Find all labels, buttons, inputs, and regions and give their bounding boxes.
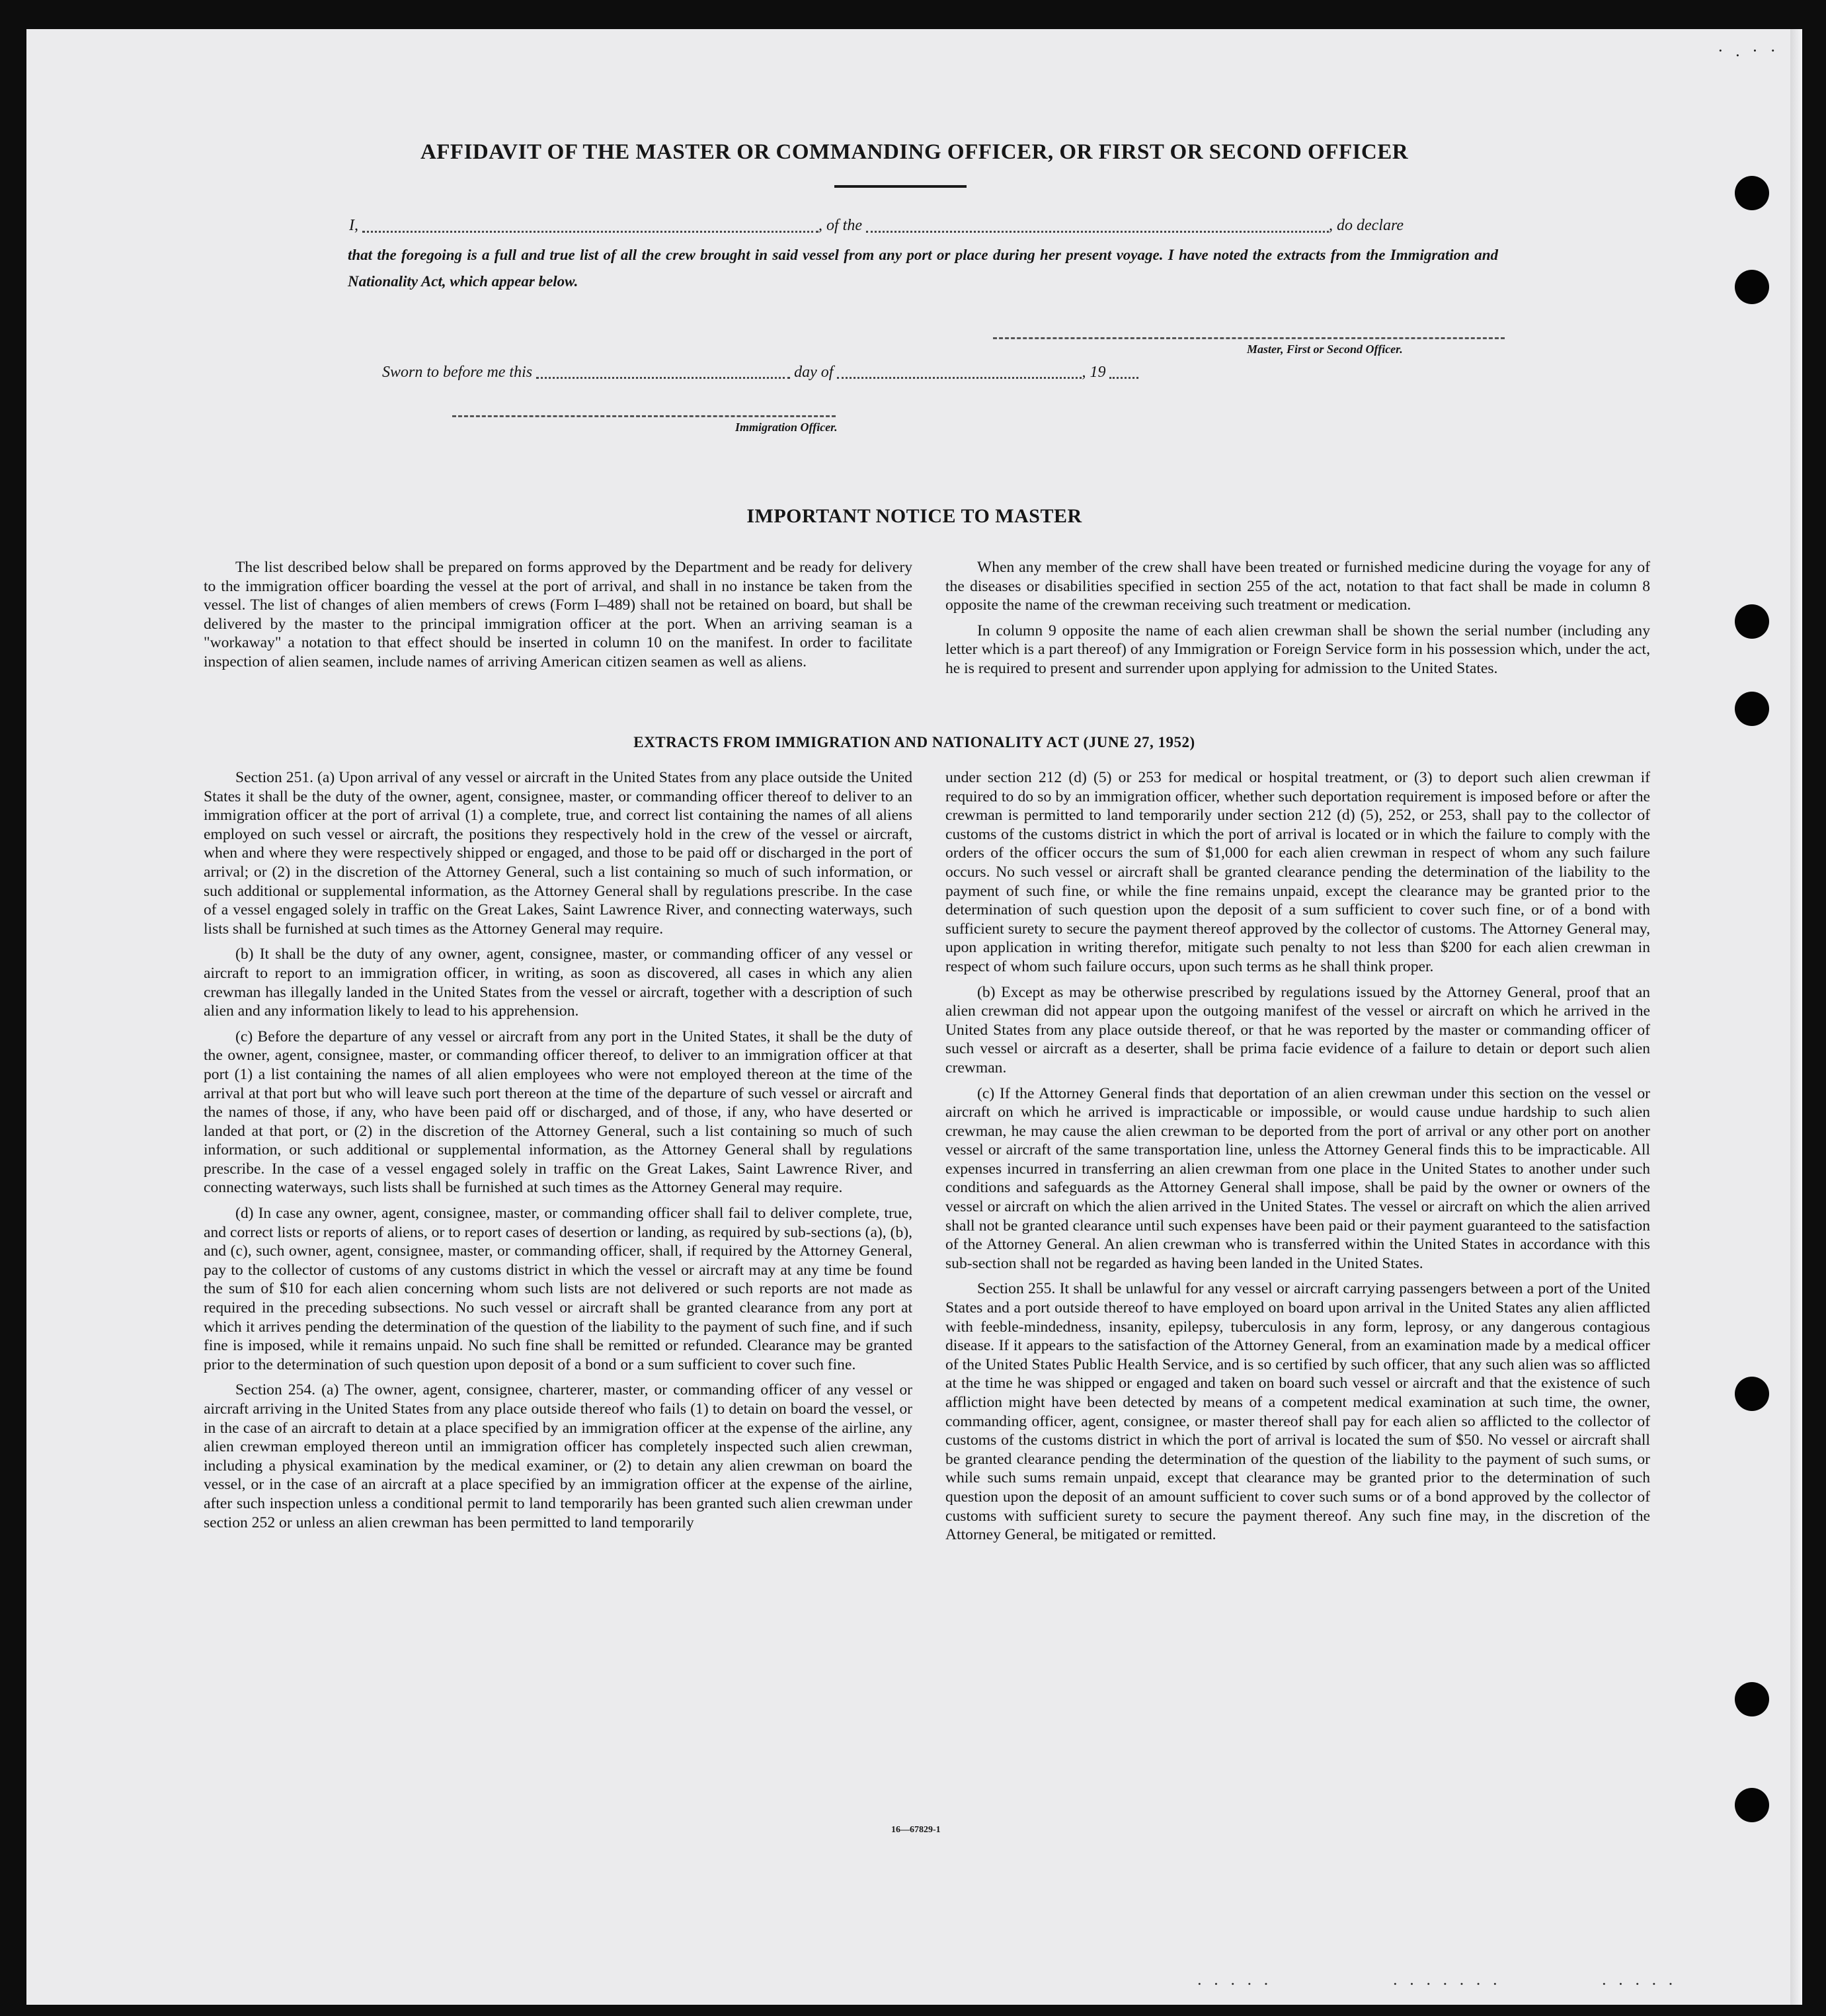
name-field[interactable] (362, 220, 818, 233)
sworn-year-field[interactable] (1109, 368, 1138, 379)
affidavit-title: AFFIDAVIT OF THE MASTER OR COMMANDING OFFICER, OR FIRST OR SECOND OFFICER (420, 140, 1409, 164)
punch-hole (1735, 1682, 1769, 1716)
bottom-marks: · · · · · · · (1392, 1974, 1501, 1994)
sworn-label: Sworn to before me this (382, 364, 533, 381)
officer-caption: Immigration Officer. (735, 421, 838, 434)
vessel-field[interactable] (866, 220, 1329, 233)
declaration-i: I, (349, 217, 358, 234)
title-rule (834, 185, 967, 188)
sworn-line (382, 364, 1308, 382)
section-251c: (c) Before the departure of any vessel or aircraft from any port in the United States, it shall be the duty of the owner, agent, consignee, master, or commanding officer thereof, to deliver to an immigration officer at that port (1) a list containing the names of all alien employees who were not employed thereon at the time of the arrival at that port but who will leave such port thereon at the time of the departure of such vessel or aircraft and the names of those, if any, who have been paid off or discharged, and of those, if any, who have deserted or landed at that port, or (2) in the discretion of the Attorney General, such a list containing so much of such information, or such additional or supplemental information, as the Attorney General shall by regulations prescribe. In the case of a vessel engaged solely in traffic on the Great Lakes, Saint Lawrence River, and connecting waterways, such lists shall be furnished at such times as the Attorney General may require. (204, 1028, 912, 1197)
declaration-do-declare: , do declare (1329, 217, 1404, 234)
section-251d: (d) In case any owner, agent, consignee, master, or commanding officer shall fail to deliver complete, true, and correct lists or reports of aliens, or to report cases of desertion or landing, as required by sub-sections (a), (b), and (c), such owner, agent, consignee, master, or commanding officer, shall, if required by the Attorney General, pay to the collector of customs of any customs district in which the vessel or aircraft may at any time be found the sum of $10 for each alien concerning whom such lists are not delivered or such reports are not made as required in the preceding subsections. No such vessel or aircraft shall be granted clearance from any port at which it arrives pending the determination of the question of the liability to the payment of such fine, and if such fine is imposed, while it remains unpaid. No such fine shall be remitted or refunded. Clearance may be granted prior to the determination of such question upon deposit of a bond or a sum sufficient to cover such fine. (204, 1205, 912, 1373)
punch-hole (1735, 692, 1769, 726)
punch-hole (1735, 604, 1769, 639)
form-number: 16—67829-1 (891, 1825, 941, 1835)
master-caption: Master, First or Second Officer. (1247, 343, 1403, 356)
bottom-marks: · · · · · (1197, 1974, 1273, 1994)
sworn-month-field[interactable] (837, 368, 1082, 379)
notice-paragraph: The list described below shall be prepared on forms approved by the Department and be ready for delivery to the immigration officer boarding the vessel at the port of arrival, and shall in no instance be taken from the vessel. The list of changes of alien members of crews (Form I–489) shall not be retained on board, but shall be delivered by the master to the principal immigration officer at the port. When an arriving seaman is a "workaway" a notation to that effect should be inserted in column 10 on the manifest. In order to facilitate inspection of alien seamen, include names of arriving American citizen seamen as well as aliens. (204, 559, 912, 670)
officer-signature-line[interactable] (452, 415, 836, 417)
notice-right-column (945, 558, 1650, 685)
sworn-day-field[interactable] (536, 368, 790, 379)
notice-paragraph: When any member of the crew shall have been treated or furnished medicine during the voyage for any of the diseases or disabilities specified in section 255 of the act, notation to that fact shall be made in column 8 opposite the name of the crewman receiving such treatment or medication. (945, 559, 1650, 614)
page-edge (1790, 29, 1802, 2005)
bottom-marks: · · · · · (1601, 1974, 1677, 1994)
corner-marks: · . · · (1718, 41, 1780, 60)
notice-paragraph: In column 9 opposite the name of each alien crewman shall be shown the serial number (including any letter which is a part thereof) of any Immigration or Foreign Service form in his possession which, under the act, he is required to present and surrender upon applying for admission to the United States. (945, 622, 1650, 677)
punch-hole (1735, 1788, 1769, 1822)
declaration-statement: that the foregoing is a full and true list of all the crew brought in said vessel from any port or place during her present voyage. I have noted the extracts from the Immigration and Nationality Act, which appear below. (348, 247, 1498, 290)
extracts-right-column (945, 768, 1650, 1551)
document-page (26, 29, 1802, 2005)
extracts-title: EXTRACTS FROM IMMIGRATION AND NATIONALITY ACT (JUNE 27, 1952) (633, 734, 1195, 750)
sworn-day-of: day of (794, 364, 834, 381)
section-254c: (c) If the Attorney General finds that deportation of an alien crewman under this section on the vessel or aircraft on which he arrived is impracticable or impossible, or would cause undue hardship to such alien crewman, he may cause the alien crewman to be deported from the port of arrival or any other port on another vessel or aircraft of the same transportation line, unless the Attorney General finds this to be impracticable. All expenses incurred in transferring an alien crewman from one place in the United States to another under such conditions and safeguards as the Attorney General shall impose, shall be paid by the owner or owners of the vessel or aircraft on which the alien arrived in the United States. The vessel or aircraft on which the alien arrived shall not be granted clearance until such expenses have been paid or their payment guaranteed to the satisfaction of the Attorney General. An alien crewman who is transferred within the United States in accordance with this sub-section shall not be regarded as having been landed in the United States. (945, 1084, 1650, 1272)
sworn-year-label: , 19 (1082, 364, 1106, 381)
notice-title: IMPORTANT NOTICE TO MASTER (746, 505, 1082, 527)
section-254a: Section 254. (a) The owner, agent, consignee, charterer, master, or commanding officer of any vessel or aircraft arriving in the United States from any place outside thereof who fails (1) to detain on board the vessel, or in the case of an aircraft to detain at a place specified by an immigration officer at the expense of the airline, any alien crewman employed thereon until an immigration officer has completely inspected such alien crewman, including a physical examination by the medical examiner, or (2) to detain any alien crewman on board the vessel, or in the case of an aircraft at a place specified by an immigration officer at the expense of the airline, after such inspection unless a conditional permit to land temporarily has been granted such alien crewman under section 252 or unless an alien crewman has been permitted to land temporarily (204, 1381, 912, 1531)
section-251a: Section 251. (a) Upon arrival of any vessel or aircraft in the United States from any place outside the United States it shall be the duty of the owner, agent, consignee, master, or commanding officer thereof to deliver to an immigration officer at the port of arrival (1) a complete, true, and correct list containing the names of all aliens employed on such vessel or aircraft, the positions they respectively hold in the crew of the vessel or aircraft, when and where they were respectively shipped or engaged, and those to be paid off or discharged in the port of arrival; or (2) in the discretion of the Attorney General, such a list containing so much of such information, or such additional or supplemental information, as the Attorney General shall by regulations prescribe. In the case of a vessel engaged solely in traffic on the Great Lakes, Saint Lawrence River, and connecting waterways, such lists shall be furnished at such times as the Attorney General may require. (204, 769, 912, 938)
section-254b: (b) Except as may be otherwise prescribed by regulations issued by the Attorney General, proof that an alien crewman did not appear upon the outgoing manifest of the vessel or aircraft on which he arrived in the United States from any place outside thereof, or that he was reported by the master or commanding officer of such vessel or aircraft as a deserter, shall be prima facie evidence of a failure to detain or deport such alien crewman. (945, 983, 1650, 1076)
extracts-left-column (204, 768, 912, 1539)
notice-left-column (204, 558, 912, 678)
declaration-line (349, 217, 1513, 235)
section-255: Section 255. It shall be unlawful for any vessel or aircraft carrying passengers between a port of the United States and a port outside thereof to have employed on board upon arrival in the United States any alien afflicted with feeble-mindedness, insanity, epilepsy, tuberculosis in any form, leprosy, or any dangerous contagious disease. If it appears to the satisfaction of the Attorney General, from an examination made by a medical officer of the United States Public Health Service, and is so certified by such officer, that any such alien was so afflicted at the time he was shipped or engaged and taken on board such vessel or aircraft and that the existence of such affliction might have been detected by means of a competent medical examination at such time, the owner, commanding officer, agent, consignee, or master thereof shall pay for each alien so afflicted to the collector of customs of the customs district in which the port of arrival is located the sum of $50. No vessel or aircraft shall be granted clearance pending the determination of the question of the liability to the payment of such sums, or while such sums remain unpaid, except that clearance may be granted prior to the determination of such question upon the deposit of an amount sufficient to cover such sums or of a bond approved by the collector of customs with sufficient surety to secure the payment thereof. Any such fine may, in the discretion of the Attorney General, be mitigated or remitted. (945, 1280, 1650, 1544)
punch-hole (1735, 1377, 1769, 1411)
section-251b: (b) It shall be the duty of any owner, agent, consignee, master, or commanding officer of any vessel or aircraft to report to an immigration officer, in writing, as soon as discovered, all cases in which any alien crewman has illegally landed in the United States from the vessel or aircraft, together with a description of such alien and any information likely to lead to his apprehension. (204, 946, 912, 1020)
declaration-of-the: , of the (818, 217, 862, 234)
master-signature-line[interactable] (993, 337, 1505, 339)
section-254a-continued: under section 212 (d) (5) or 253 for medical or hospital treatment, or (3) to deport such alien crewman if required to do so by an immigration officer, whether such deportation requirement is imposed before or after the crewman is permitted to land temporarily under section 212 (d) (5), 252, or 253, shall pay to the collector of customs of the customs district in which the port of arrival is located or in which the failure to comply with the orders of the officer occurs the sum of $1,000 for each alien crewman in respect of whom any such failure occurs. No such vessel or aircraft shall be granted clearance pending the determination of the liability to the payment of such fine, or while the fine remains unpaid, except the clearance may be granted prior to the determination of such question upon the deposit of a sum sufficient to cover such fine, or of a bond with sufficient surety to secure the payment thereof approved by the collector of customs. The Attorney General may, upon application in writing therefor, mitigate such penalty to not less than $200 for each alien crewman in respect of whom such failure occurs, upon such terms as he shall think proper. (945, 769, 1650, 975)
punch-hole (1735, 270, 1769, 304)
punch-hole (1735, 176, 1769, 210)
